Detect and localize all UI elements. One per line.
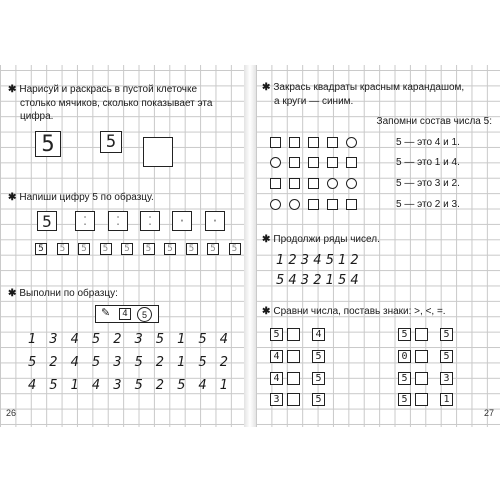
asterisk-icon: ✱ [8,192,17,203]
square-shape[interactable] [308,137,319,148]
handwritten-digit: 1 [28,332,37,347]
square-shape[interactable] [346,157,357,168]
handwritten-digit: 5 [28,355,37,370]
big-digit-five-box: 5 [35,131,61,157]
number-sequence-row1: 1 2 3 4 5 1 2 [276,253,359,268]
square-shape[interactable] [289,178,300,189]
asterisk-icon: ✱ [262,82,271,93]
dotted-five-box-5: · [205,211,225,231]
right-page [256,65,500,427]
small-five-box: 5 [78,243,90,255]
left-page-number: 26 [6,408,17,418]
dotted-five-box-2: ⁚ [108,211,128,231]
compare-number-box: 5 [440,328,453,341]
comparison-sign-box[interactable] [287,393,300,406]
handwritten-digit: 1 [219,378,228,393]
book-gutter [244,65,256,427]
left-task3-instruction [8,287,118,301]
square-shape[interactable] [346,199,357,210]
handwritten-digit: 4 [219,332,228,347]
handwritten-digit: 5 [49,378,58,393]
small-five-box: 5 [121,243,133,255]
comparison-sign-box[interactable] [287,350,300,363]
asterisk-icon: ✱ [8,84,17,95]
compare-number-box: 1 [440,393,453,406]
compare-number-box: 5 [312,372,325,385]
right-task1-subtitle: Запомни состав числа 5: [376,116,492,127]
dotted-five-box-3: ⁚ [140,211,160,231]
right-task1-instructions [262,81,498,108]
right-task3-instruction [262,305,446,319]
square-shape[interactable] [308,178,319,189]
left-page [0,65,244,427]
handwritten-digit: 2 [155,378,165,393]
comparison-sign-box[interactable] [415,350,428,363]
square-shape[interactable] [327,137,338,148]
left-task1-line3: цифра. [20,111,54,122]
left-task1-line1: Нарисуй и раскрась в пустой клеточке [19,84,198,95]
handwritten-digit: 5 [177,378,186,393]
asterisk-icon: ✱ [8,288,17,299]
pattern-circle-digit: 5 [137,307,152,322]
compare-number-box: 4 [312,328,325,341]
small-five-box: 5 [229,243,241,255]
comparison-sign-box[interactable] [415,393,428,406]
comparison-sign-box[interactable] [415,372,428,385]
handwritten-digit: 5 [91,332,101,347]
comparison-sign-box[interactable] [415,328,428,341]
left-task2-instruction [8,191,154,205]
square-shape[interactable] [327,157,338,168]
right-task2-text: Продолжи ряды чисел. [273,234,380,245]
handwritten-digit: 5 [134,355,143,370]
handwritten-digit: 5 [91,355,101,370]
handwritten-digit: 2 [219,355,228,370]
handwritten-digit: 1 [177,355,186,370]
circle-shape[interactable] [270,199,281,210]
square-shape[interactable] [270,178,281,189]
compare-number-box: 3 [440,372,453,385]
handwritten-digit: 3 [134,332,143,347]
left-task1-line2: столько мячиков, сколько показывает эта [20,97,213,109]
sample-five-box: 5 [37,211,57,231]
compare-number-box: 5 [312,350,325,363]
composition-label: 5 — это 1 и 4. [396,157,460,168]
handwritten-digit: 2 [113,332,122,347]
handwritten-digit: 4 [91,378,101,393]
circle-shape[interactable] [327,178,338,189]
left-task3-text: Выполни по образцу: [19,288,118,299]
composition-label: 5 — это 2 и 3. [396,199,460,210]
square-shape[interactable] [327,199,338,210]
right-page-number: 27 [483,408,494,418]
number-sequence-row2: 5 4 3 2 1 5 4 [276,273,359,288]
handwritten-digit: 1 [70,378,79,393]
handwritten-digit: 4 [70,332,79,347]
dotted-five-box-1: ⁚ [75,211,95,231]
crossed-out-icon: ✎ [101,307,111,319]
compare-number-box: 4 [270,372,283,385]
handwritten-digit: 3 [113,355,122,370]
right-task1-line2: а круги — синим. [274,95,354,107]
pattern-sample [95,305,159,323]
circle-shape[interactable] [270,157,281,168]
small-five-box: 5 [207,243,219,255]
compare-number-box: 5 [398,372,411,385]
compare-number-box: 3 [270,393,283,406]
handwritten-digit: 4 [198,378,207,393]
left-task2-text: Напиши цифру 5 по образцу. [19,192,154,203]
right-task3-text: Сравни числа, поставь знаки: >, <, =. [273,306,446,317]
handwritten-digit: 3 [49,332,58,347]
small-five-box: 5 [143,243,155,255]
dotted-five-box-4: · [172,211,192,231]
handwritten-digit: 3 [113,378,122,393]
square-shape[interactable] [308,157,319,168]
square-shape[interactable] [308,199,319,210]
compare-number-box: 5 [398,393,411,406]
circle-shape[interactable] [289,199,300,210]
compare-number-box: 5 [312,393,325,406]
pattern-square-digit: 4 [119,308,131,320]
compare-number-box: 5 [398,328,411,341]
asterisk-icon: ✱ [262,234,271,245]
small-five-box: 5 [186,243,198,255]
small-five-box: 5 [57,243,69,255]
compare-number-box: 4 [270,350,283,363]
compare-number-box: 5 [440,350,453,363]
handwritten-digit: 5 [134,378,143,393]
right-task1-line1: Закрась квадраты красным карандашом, [273,82,465,93]
handwritten-digit: 5 [155,332,165,347]
circle-shape[interactable] [346,137,357,148]
small-digit-five-box: 5 [100,131,122,153]
handwritten-digit: 5 [198,355,207,370]
square-shape[interactable] [289,157,300,168]
handwritten-digit: 4 [70,355,79,370]
comparison-sign-box[interactable] [287,372,300,385]
circle-shape[interactable] [346,178,357,189]
square-shape[interactable] [289,137,300,148]
composition-label: 5 — это 3 и 2. [396,178,460,189]
handwritten-digit: 1 [177,332,186,347]
compare-number-box: 0 [398,350,411,363]
small-five-box: 5 [100,243,112,255]
composition-label: 5 — это 4 и 1. [396,137,460,148]
handwritten-digit: 5 [198,332,207,347]
empty-drawing-box[interactable] [143,137,173,167]
right-task2-instruction [262,233,380,247]
handwritten-digit: 2 [155,355,165,370]
small-five-box: 5 [164,243,176,255]
asterisk-icon: ✱ [262,306,271,317]
compare-number-box: 5 [270,328,283,341]
handwritten-digit: 2 [49,355,58,370]
small-five-box: 5 [35,243,47,255]
handwritten-digit: 4 [28,378,37,393]
comparison-sign-box[interactable] [287,328,300,341]
left-task1-instructions [8,83,240,124]
square-shape[interactable] [270,137,281,148]
